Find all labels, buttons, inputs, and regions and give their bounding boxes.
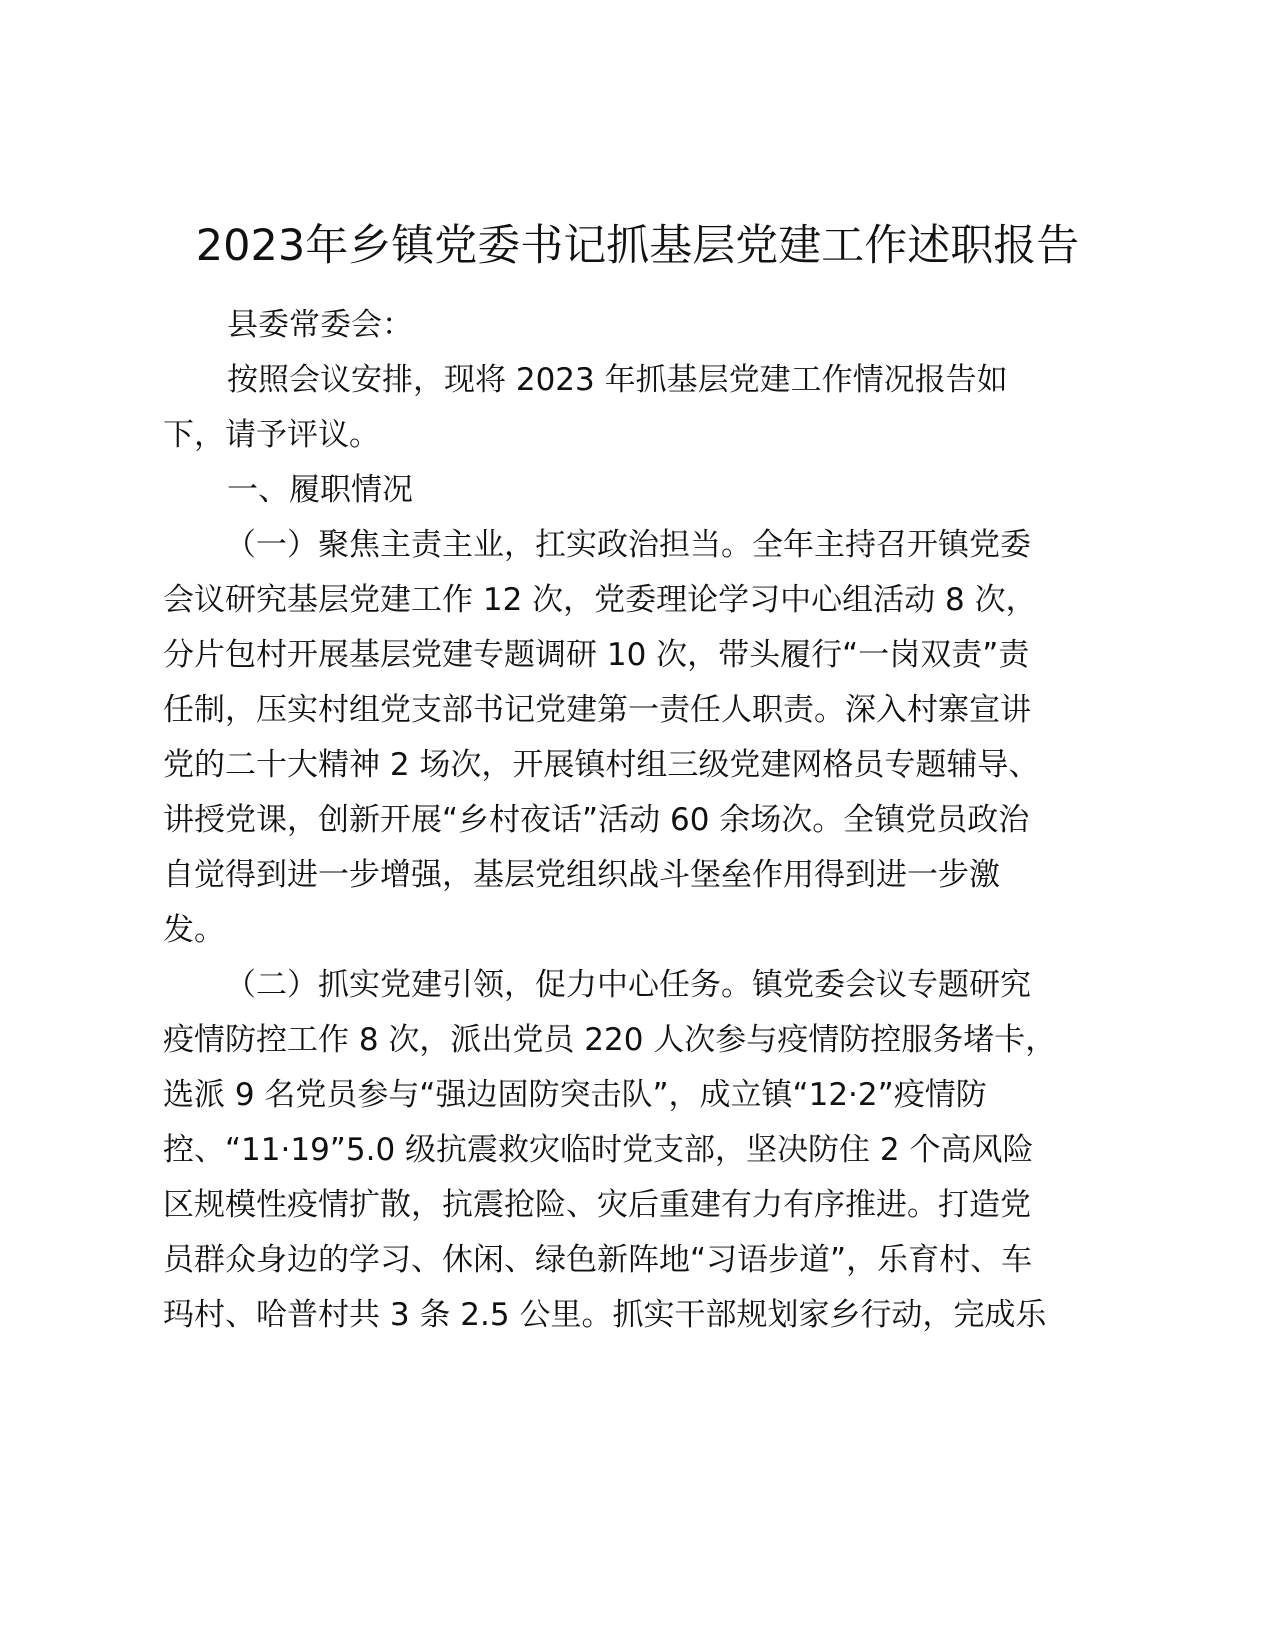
paragraph1-line-8: 发。 [163,912,225,948]
salutation: 县委常委会： [227,307,413,343]
paragraph1-line-1: （一）聚焦主责主业，扛实政治担当。全年主持召开镇党委 [225,527,1031,563]
paragraph2-line-3: 选派 9 名党员参与“强边固防突击队”，成立镇“12·2”疫情防 [163,1077,987,1113]
paragraph1-line-2: 会议研究基层党建工作 12 次，党委理论学习中心组活动 8 次， [163,582,1037,618]
document-title: 2023年乡镇党委书记抓基层党建工作述职报告 [195,221,1080,271]
paragraph1-line-3: 分片包村开展基层党建专题调研 10 次，带头履行“一岗双责”责 [163,637,1030,673]
paragraph1-line-5: 党的二十大精神 2 场次，开展镇村组三级党建网格员专题辅导、 [163,747,1040,783]
section-heading: 一、履职情况 [227,472,413,508]
paragraph2-line-7: 玛村、哈普村共 3 条 2.5 公里。抓实干部规划家乡行动，完成乐 [163,1297,1047,1333]
paragraph2-line-2: 疫情防控工作 8 次，派出党员 220 人次参与疫情防控服务堵卡， [163,1022,1057,1058]
intro-line-1: 按照会议安排，现将 2023 年抓基层党建工作情况报告如 [227,362,1008,398]
paragraph1-line-6: 讲授党课，创新开展“乡村夜话”活动 60 余场次。全镇党员政治 [163,802,1030,838]
paragraph2-line-5: 区规模性疫情扩散，抗震抢险、灾后重建有力有序推进。打造党 [163,1187,1031,1223]
paragraph2-line-1: （二）抓实党建引领，促力中心任务。镇党委会议专题研究 [225,967,1031,1003]
paragraph1-line-7: 自觉得到进一步增强，基层党组织战斗堡垒作用得到进一步激 [163,857,1000,893]
paragraph2-line-4: 控、“11·19”5.0 级抗震救灾临时党支部，坚决防住 2 个高风险 [163,1132,1034,1168]
intro-line-2: 下，请予评议。 [163,417,380,453]
paragraph1-line-4: 任制，压实村组党支部书记党建第一责任人职责。深入村寨宣讲 [163,692,1031,728]
paragraph2-line-6: 员群众身边的学习、休闲、绿色新阵地“习语步道”，乐育村、车 [163,1242,1033,1278]
